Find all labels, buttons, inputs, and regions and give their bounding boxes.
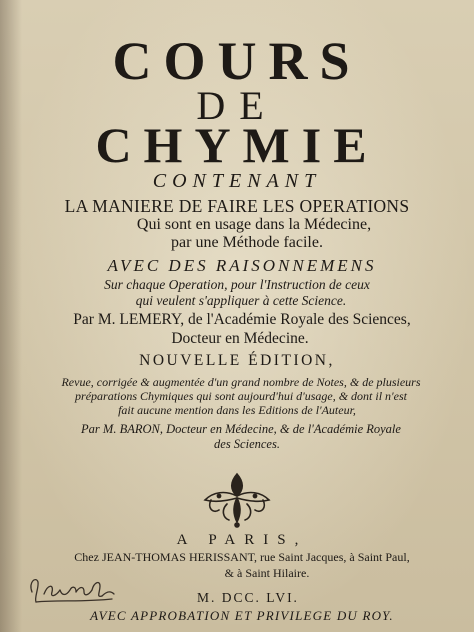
raisonnemens-heading: AVEC DES RAISONNEMENS <box>107 256 377 275</box>
imprint-city: A PARIS, <box>176 532 308 548</box>
title-chymie: CHYMIE <box>95 117 379 173</box>
royal-privilege-line: AVEC APPROBATION ET PRIVILEGE DU ROY. <box>90 608 394 623</box>
usage-line: Qui sont en usage dans la Médecine, <box>136 216 372 233</box>
imprint-date: M. DCC. LVI. <box>197 590 299 605</box>
publisher-line: Chez JEAN-THOMAS HERISSANT, rue Saint Jacques, à Saint Paul, <box>74 550 410 564</box>
operation-line: Sur chaque Operation, pour l'Instruction de ceux <box>104 277 370 292</box>
editor-line: Par M. BARON, Docteur en Médecine, & de l'Académie Royale <box>81 422 401 436</box>
editor-line-2: des Sciences. <box>214 437 280 451</box>
publisher-line-2: & à Saint Hilaire. <box>224 566 310 580</box>
methode-line: par une Méthode facile. <box>171 234 323 251</box>
contenant-heading: CONTENANT <box>152 170 322 192</box>
edition-note-line2: préparations Chymiques qui sont aujourd'hui d'usage, & dont il n'est <box>75 389 407 403</box>
edition-note-line3: fait aucune mention dans les Editions de l'Auteur, <box>118 403 356 417</box>
title-cours: COURS <box>112 31 362 91</box>
author-line: Par M. LEMERY, de l'Académie Royale des Sciences, <box>73 311 411 328</box>
science-line: qui veulent s'appliquer à cette Science. <box>135 293 347 308</box>
printer-ornament-icon <box>197 470 277 528</box>
maniere-line: LA MANIERE DE FAIRE LES OPERATIONS <box>64 196 410 216</box>
edition-note-line1: Revue, corrigée & augmentée d'un grand nombre de Notes, & de plusieurs <box>61 375 421 389</box>
title-de: DE <box>196 83 278 128</box>
edition-heading: NOUVELLE ÉDITION, <box>139 352 335 369</box>
author-title-line: Docteur en Médecine. <box>171 330 309 347</box>
